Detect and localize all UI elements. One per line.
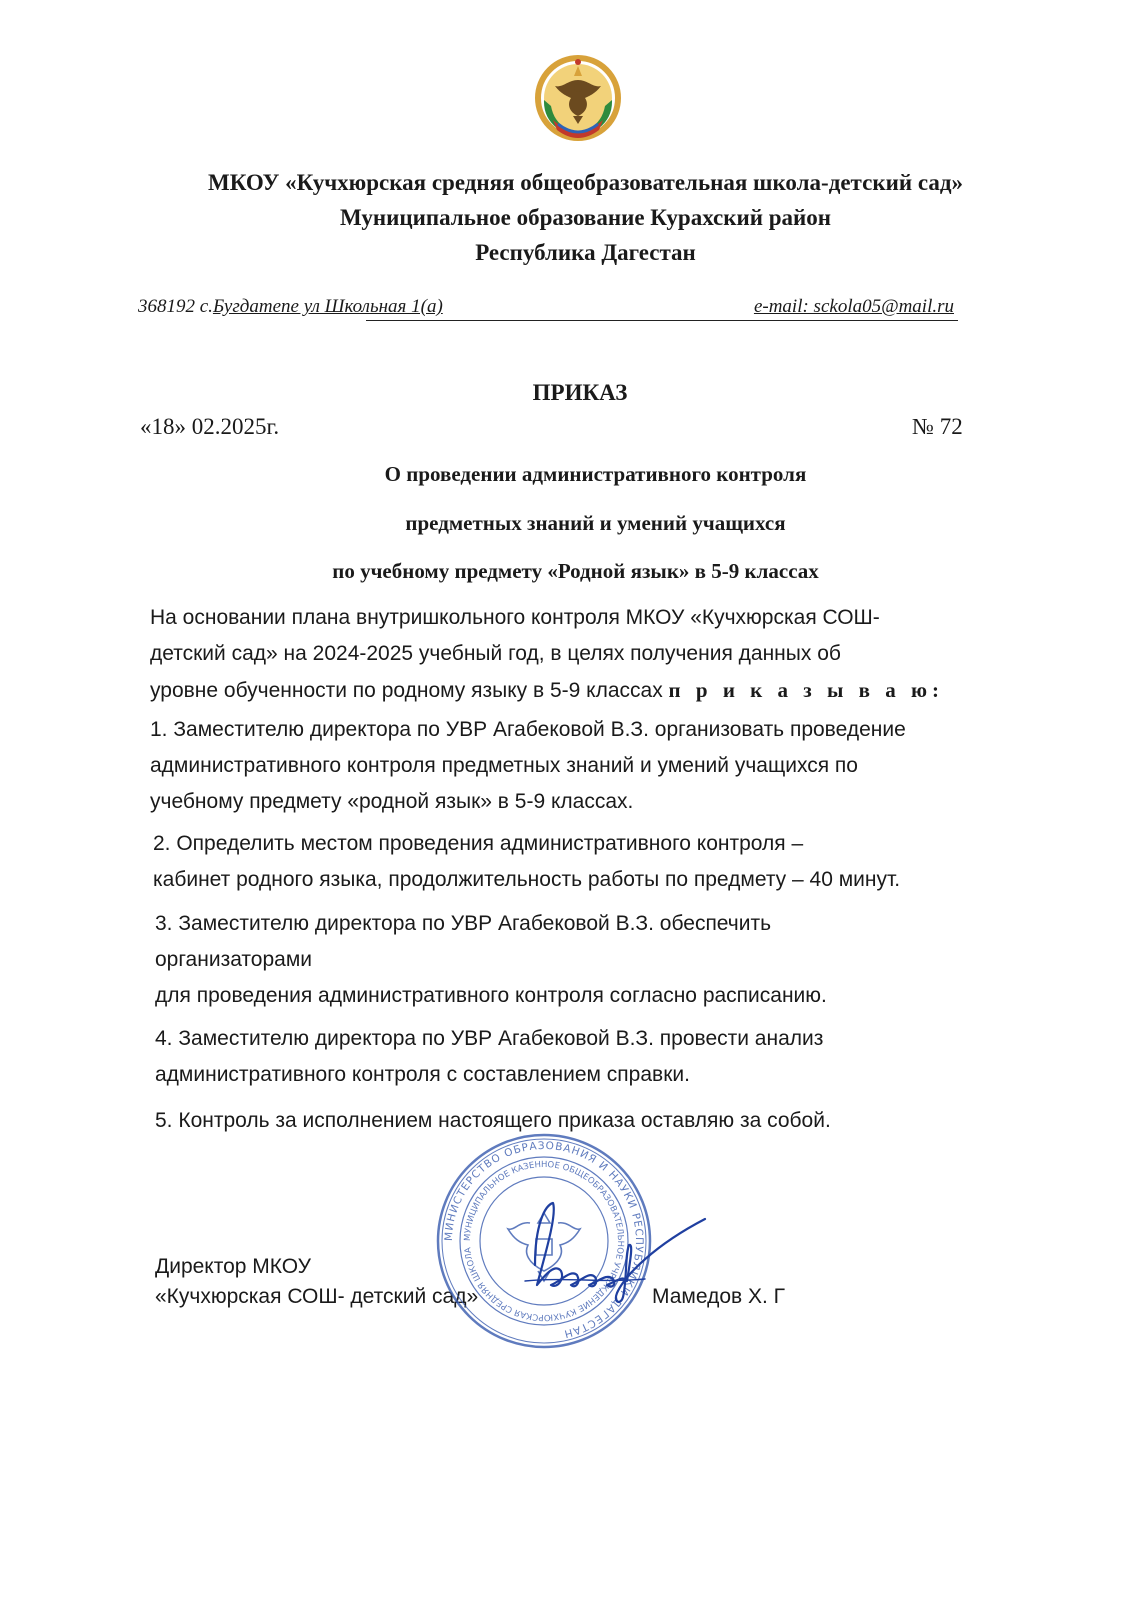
item-line: кабинет родного языка, продолжительность работы по предмету – 40 минут. (153, 868, 901, 891)
order-item-4 (155, 1021, 1035, 1093)
address-street: Бугдатепе ул Школьная 1(а) (212, 296, 443, 317)
address-prefix: 368192 с. (138, 296, 213, 317)
item-line: 3. Заместителю директора по УВР Агабековой В.З. обеспечить (155, 912, 772, 935)
municipality-name: Муниципальное образование Курахский район (339, 205, 832, 230)
intro-paragraph (150, 600, 1030, 709)
handwritten-signature (505, 1185, 710, 1315)
item-line: 4. Заместителю директора по УВР Агабековой В.З. провести анализ (155, 1027, 824, 1050)
subject-line-3: по учебному предмету «Родной язык» в 5-9 классах (332, 559, 819, 583)
item-line: административного контроля с составлением справки. (155, 1063, 690, 1086)
coat-of-arms-emblem (533, 50, 623, 146)
signatory-title (155, 1252, 478, 1312)
signatory-title-line: «Кучхюрская СОШ- детский сад» (155, 1285, 479, 1308)
order-item-1 (150, 712, 1030, 820)
order-item-3 (155, 906, 1035, 1014)
intro-line (150, 672, 1030, 709)
email-address: e-mail: sckola05@mail.ru (753, 296, 954, 317)
intro-line: детский сад» на 2024-2025 учебный год, в целях получения данных об (150, 642, 841, 665)
address-row (138, 296, 958, 322)
republic-name: Республика Дагестан (475, 240, 696, 265)
stamp-outer-textpath: МИНИСТЕРСТВО ОБРАЗОВАНИЯ И НАУКИ РЕСПУБЛИКИ ДАГЕСТАН (442, 1139, 646, 1340)
address-underline-divider (366, 320, 958, 321)
signatory-title-line: Директор МКОУ (155, 1255, 312, 1278)
item-line: организаторами (155, 948, 312, 971)
subject-line-2: предметных знаний и умений учащихся (405, 511, 786, 535)
intro-line: На основании плана внутришкольного контроля МКОУ «Кучхюрская СОШ- (150, 606, 880, 629)
order-date: «18» 02.2025г. (140, 414, 280, 439)
item-line: 5. Контроль за исполнением настоящего приказа оставляю за собой. (155, 1109, 831, 1132)
item-line: учебному предмету «родной язык» в 5-9 классах. (150, 790, 634, 813)
signatory-name: Мамедов Х. Г (652, 1285, 786, 1308)
order-verb: п р и к а з ы в а ю: (668, 678, 944, 702)
item-line: административного контроля предметных знаний и умений учащихся по (150, 754, 858, 777)
item-line: для проведения административного контроля согласно расписанию. (155, 984, 827, 1007)
order-number: № 72 (912, 414, 963, 439)
postal-address (138, 296, 443, 318)
item-line: 2. Определить местом проведения административного контроля – (153, 832, 804, 855)
intro-line-text: уровне обученности по родному языку в 5-9 классах (150, 679, 663, 702)
subject-line-1: О проведении административного контроля (384, 462, 807, 486)
order-title: ПРИКАЗ (532, 380, 628, 405)
item-line: 1. Заместителю директора по УВР Агабековой В.З. организовать проведение (150, 718, 906, 741)
order-item-2 (153, 826, 1033, 898)
stamp-inner-textpath: МУНИЦИПАЛЬНОЕ КАЗЕННОЕ ОБЩЕОБРАЗОВАТЕЛЬНОЕ УЧРЕЖДЕНИЕ КУЧХЮРСКАЯ СРЕДНЯЯ ШКОЛА (462, 1159, 626, 1323)
organization-name: МКОУ «Кучхюрская средняя общеобразовательная школа-детский сад» (208, 170, 963, 195)
